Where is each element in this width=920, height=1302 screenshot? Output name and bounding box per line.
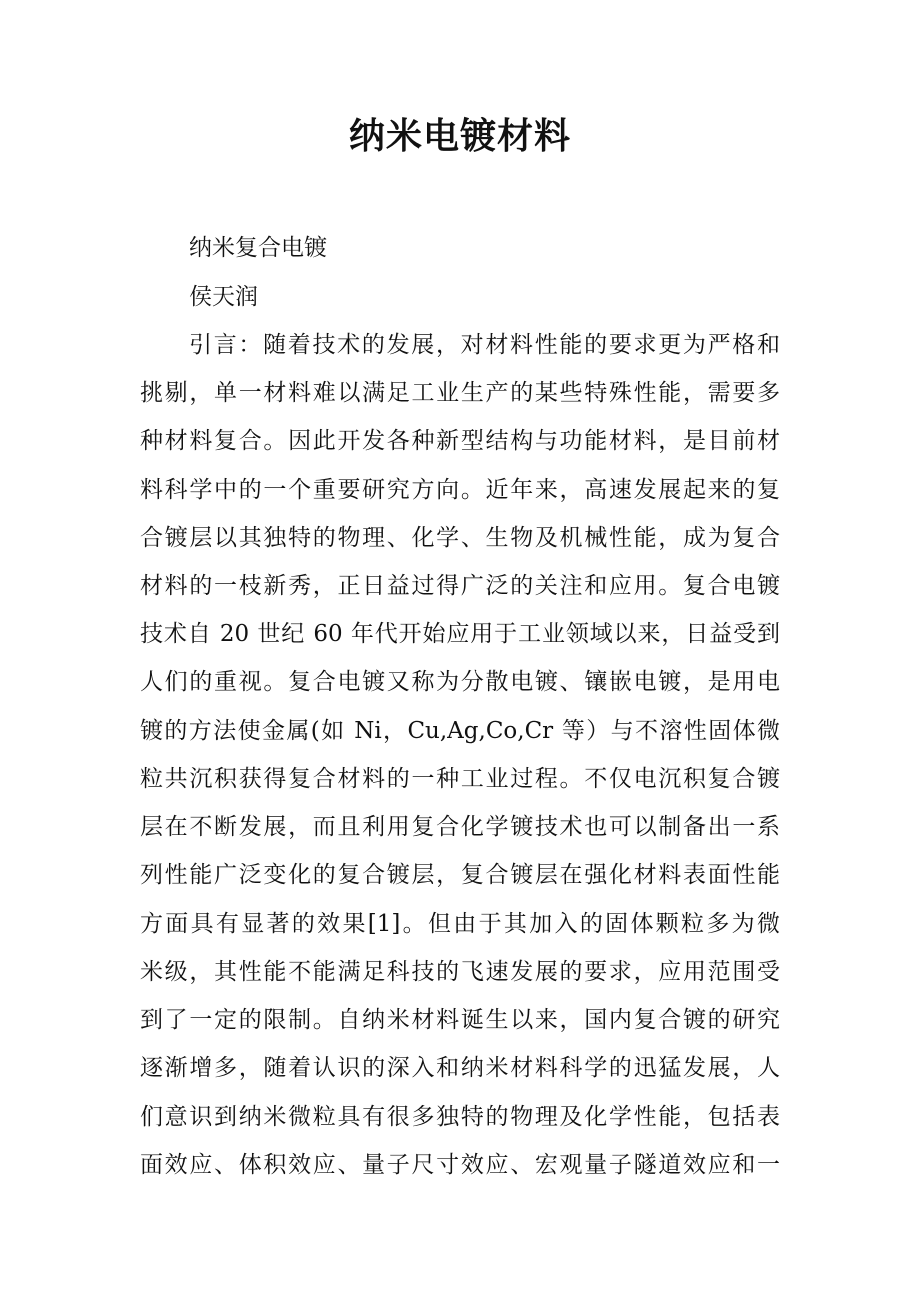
document-title: 纳米电镀材料: [348, 115, 571, 157]
paragraph-line: 料科学中的一个重要研究方向。近年来，高速发展起来的复: [140, 477, 780, 503]
paragraph-line: 粒共沉积获得复合材料的一种工业过程。不仅电沉积复合镀: [140, 766, 780, 792]
paragraph-line: 逐渐增多，随着认识的深入和纳米材料科学的迅猛发展，人: [140, 1055, 780, 1081]
paragraph-line: 引言：随着技术的发展，对材料性能的要求更为严格和: [189, 332, 780, 358]
paragraph-line: 列性能广泛变化的复合镀层，复合镀层在强化材料表面性能: [140, 862, 780, 888]
section-subtitle: 纳米复合电镀: [189, 235, 327, 261]
paragraph-line: 技术自 20 世纪 60 年代开始应用于工业领域以来，日益受到: [140, 621, 780, 647]
paragraph-line: 方面具有显著的效果[1]。但由于其加入的固体颗粒多为微: [140, 911, 780, 937]
paragraph-line: 挑剔，单一材料难以满足工业生产的某些特殊性能，需要多: [140, 380, 780, 406]
paragraph-line: 镀的方法使金属(如 Ni，Cu,Ag,Co,Cr 等）与不溶性固体微: [140, 718, 780, 744]
paragraph-line: 种材料复合。因此开发各种新型结构与功能材料，是目前材: [140, 428, 780, 454]
paragraph-line: 材料的一枝新秀，正日益过得广泛的关注和应用。复合电镀: [140, 573, 780, 599]
paragraph-line: 到了一定的限制。自纳米材料诞生以来，国内复合镀的研究: [140, 1007, 780, 1033]
paragraph-line: 米级，其性能不能满足科技的飞速发展的要求，应用范围受: [140, 959, 780, 985]
paragraph-line: 层在不断发展，而且利用复合化学镀技术也可以制备出一系: [140, 814, 780, 840]
author-name: 侯天润: [189, 284, 258, 310]
paragraph-line: 们意识到纳米微粒具有很多独特的物理及化学性能，包括表: [140, 1104, 780, 1130]
paragraph-line: 合镀层以其独特的物理、化学、生物及机械性能，成为复合: [140, 525, 780, 551]
paragraph-line: 面效应、体积效应、量子尺寸效应、宏观量子隧道效应和一: [140, 1152, 780, 1178]
paragraph-line: 人们的重视。复合电镀又称为分散电镀、镶嵌电镀，是用电: [140, 669, 780, 695]
